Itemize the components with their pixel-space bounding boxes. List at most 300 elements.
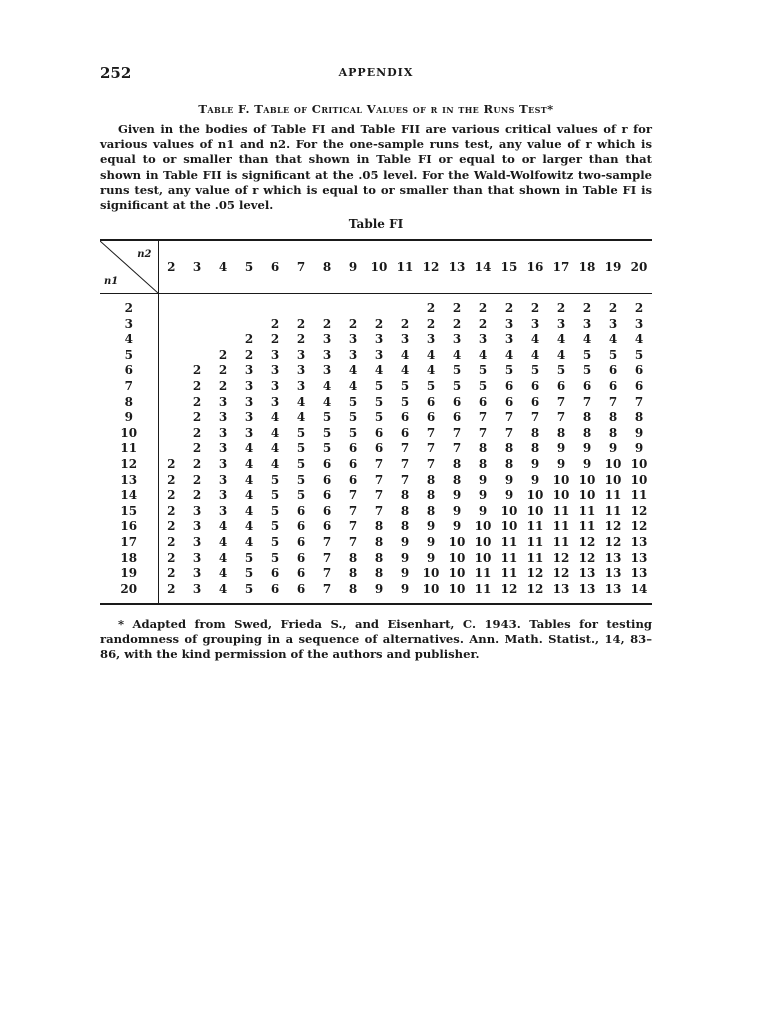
table-cell: 2 [478,316,488,331]
table-cell: 3 [582,316,592,331]
table-cell: 2 [348,316,358,331]
table-cell: 9 [556,441,566,456]
column-header: 2 [158,241,184,294]
table-cell [236,294,262,316]
table-cell: 11 [474,581,492,596]
table-cell: 6 [608,363,618,378]
table-cell: 6 [374,441,384,456]
table-cell: 6 [322,456,332,471]
table-cell: 2 [192,456,202,471]
column-header: 7 [288,241,314,294]
table-cell: 4 [296,410,306,425]
table-cell: 3 [426,332,436,347]
table-cell: 13 [552,581,570,596]
table-cell: 2 [167,456,176,471]
column-header: 11 [392,241,418,294]
table-cell: 4 [244,441,254,456]
table-row [100,425,652,441]
table-cell: 2 [167,566,176,581]
table-cell: 2 [167,503,176,518]
table-cell: 6 [322,503,332,518]
table-cell: 3 [244,425,254,440]
table-cell: 9 [478,488,488,503]
table-cell: 3 [218,488,228,503]
table-cell: 12 [526,581,544,596]
table-cell: 7 [452,425,462,440]
table-cell: 3 [608,316,618,331]
table-cell: 6 [582,378,592,393]
table-cell [210,331,236,347]
table-cell: 6 [296,503,306,518]
row-label: 17 [100,534,158,550]
row-label: 16 [100,519,158,535]
table-cell: 5 [608,347,618,362]
table-cell: 3 [634,316,644,331]
table-row [100,472,652,488]
table-cell: 12 [604,519,622,534]
table-cell: 9 [452,519,462,534]
column-header: 8 [314,241,340,294]
table-cell: 3 [244,410,254,425]
table-cell: 12 [578,550,596,565]
table-cell: 7 [452,441,462,456]
table-cell: 8 [634,410,644,425]
table-cell: 3 [244,363,254,378]
table-cell: 3 [218,456,228,471]
row-label: 13 [100,472,158,488]
table-cell: 2 [478,301,488,316]
table-cell: 10 [448,534,466,549]
column-header: 5 [236,241,262,294]
table-cell: 3 [244,394,254,409]
table-cell: 8 [478,456,488,471]
table-cell: 8 [530,441,540,456]
table-cell: 7 [426,456,436,471]
table-cell: 10 [526,488,544,503]
table-cell: 2 [322,316,332,331]
table-cell: 2 [167,472,176,487]
table-cell: 4 [296,394,306,409]
table-cell: 4 [452,347,462,362]
table-cell: 4 [270,410,280,425]
table-cell: 7 [478,425,488,440]
table-cell: 5 [322,425,332,440]
table-cell: 10 [552,472,570,487]
table-cell: 5 [296,456,306,471]
table-row [100,550,652,566]
table-cell [314,294,340,316]
table-cell: 5 [374,394,384,409]
table-cell [392,294,418,316]
row-label: 7 [100,378,158,394]
table-cell: 4 [530,347,540,362]
table-cell: 8 [556,425,566,440]
table-cell: 4 [244,456,254,471]
table-cell: 2 [400,316,410,331]
subtable-title: Table FI [348,217,404,232]
running-title: APPENDIX [338,66,414,79]
table-cell [184,316,210,332]
table-cell: 14 [630,581,648,596]
table-cell: 9 [478,503,488,518]
table-cell: 5 [530,363,540,378]
table-cell: 7 [322,566,332,581]
table-cell: 11 [500,566,518,581]
table-cell: 6 [634,378,644,393]
table-cell: 2 [244,332,254,347]
table-cell: 8 [608,425,618,440]
table-cell: 10 [500,503,518,518]
table-cell: 11 [578,503,596,518]
table-title: Table F. Table of Critical Values of r in the Runs Test* [198,102,554,116]
table-cell: 6 [452,410,462,425]
table-cell: 11 [604,503,622,518]
column-header: 4 [210,241,236,294]
table-row [100,441,652,457]
column-header: 3 [184,241,210,294]
row-label: 5 [100,347,158,363]
table-cell: 4 [426,363,436,378]
column-header: 17 [548,241,574,294]
table-cell: 2 [218,378,228,393]
table-cell: 2 [192,363,202,378]
table-cell [262,294,288,316]
table-cell: 9 [426,519,436,534]
table-cell [210,294,236,316]
table-cell: 3 [192,550,202,565]
table-cell: 7 [504,410,514,425]
table-cell: 9 [634,425,644,440]
table-row [100,503,652,519]
table-cell: 9 [400,581,410,596]
table-cell: 7 [400,472,410,487]
table-cell: 10 [604,472,622,487]
table-cell: 6 [296,581,306,596]
table-cell: 7 [556,410,566,425]
table-cell: 5 [348,425,358,440]
table-cell: 8 [400,519,410,534]
table-cell: 13 [578,566,596,581]
table-cell: 5 [374,378,384,393]
table-cell: 3 [192,503,202,518]
table-cell: 5 [270,519,280,534]
table-cell: 5 [348,410,358,425]
table-cell: 8 [504,441,514,456]
table-cell: 4 [374,363,384,378]
corner-col-label: n2 [137,249,152,261]
table-cell: 9 [400,566,410,581]
table-cell: 7 [582,394,592,409]
table-cell: 3 [530,316,540,331]
table-cell: 5 [452,363,462,378]
table-cell: 9 [400,534,410,549]
table-cell: 8 [530,425,540,440]
row-label: 18 [100,550,158,566]
table-cell: 7 [348,519,358,534]
row-label: 9 [100,409,158,425]
table-cell: 12 [500,581,518,596]
table-cell: 9 [504,472,514,487]
table-cell: 3 [400,332,410,347]
table-cell: 9 [530,456,540,471]
table-cell: 7 [374,503,384,518]
table-cell: 11 [500,534,518,549]
table-cell: 3 [296,363,306,378]
table-cell: 6 [530,394,540,409]
table-cell: 4 [218,534,228,549]
table-cell: 13 [604,566,622,581]
table-cell: 5 [270,550,280,565]
table-cell: 3 [556,316,566,331]
table-cell: 10 [422,566,440,581]
table-cell: 7 [400,456,410,471]
table-cell: 12 [630,519,648,534]
table-cell: 10 [630,472,648,487]
table-cell: 12 [526,566,544,581]
table-cell: 2 [452,301,462,316]
table-cell: 8 [582,410,592,425]
table-cell: 4 [244,472,254,487]
table-cell: 3 [192,519,202,534]
table-cell: 2 [167,519,176,534]
table-cell: 5 [270,488,280,503]
table-cell: 3 [192,534,202,549]
table-cell: 11 [526,550,544,565]
table-grid [100,241,652,602]
table-cell: 2 [167,488,176,503]
table-cell: 3 [270,347,280,362]
table-cell: 9 [452,488,462,503]
table-cell: 10 [474,550,492,565]
table-cell [158,316,184,332]
table-cell: 2 [192,378,202,393]
table-cell: 6 [322,472,332,487]
table-cell: 7 [426,441,436,456]
table-cell: 5 [478,378,488,393]
table-cell: 5 [296,441,306,456]
table-row [100,347,652,363]
table-cell: 5 [478,363,488,378]
table-cell: 8 [374,550,384,565]
page-number: 252 [100,64,132,82]
table-cell: 3 [270,394,280,409]
table-cell: 11 [500,550,518,565]
table-cell: 4 [400,363,410,378]
table-cell: 3 [374,347,384,362]
table-cell: 2 [167,550,176,565]
row-label: 6 [100,363,158,379]
table-cell: 8 [374,534,384,549]
table-cell: 6 [374,425,384,440]
table-cell: 4 [530,332,540,347]
table-cell: 6 [296,566,306,581]
table-cell: 10 [474,519,492,534]
table-cell: 7 [556,394,566,409]
table-cell: 3 [322,347,332,362]
table-cell: 5 [634,347,644,362]
table-cell: 2 [192,425,202,440]
row-label: 12 [100,456,158,472]
table-cell: 6 [270,581,280,596]
table-cell: 5 [322,441,332,456]
table-cell: 5 [504,363,514,378]
table-cell: 2 [530,301,540,316]
table-cell [340,294,366,316]
table-cell [158,409,184,425]
table-cell: 4 [582,332,592,347]
table-cell: 6 [504,394,514,409]
column-header: 12 [418,241,444,294]
table-cell: 8 [608,410,618,425]
table-cell: 4 [634,332,644,347]
table-cell: 6 [400,425,410,440]
table-cell: 5 [400,378,410,393]
table-cell [158,441,184,457]
table-cell: 8 [400,488,410,503]
table-cell: 3 [218,394,228,409]
table-cell: 7 [374,488,384,503]
table-cell: 5 [270,503,280,518]
table-cell: 5 [582,347,592,362]
table-cell: 3 [218,472,228,487]
table-row [100,363,652,379]
table-cell: 2 [634,301,644,316]
row-label: 20 [100,581,158,603]
table-cell: 4 [244,519,254,534]
table-cell: 5 [582,363,592,378]
table-cell: 2 [374,316,384,331]
table-cell: 12 [578,534,596,549]
table-cell: 4 [218,519,228,534]
table-cell: 8 [452,456,462,471]
table-cell: 9 [426,550,436,565]
table-cell: 9 [608,441,618,456]
table-row [100,487,652,503]
table-cell: 5 [244,566,254,581]
row-label: 15 [100,503,158,519]
table-cell: 7 [400,441,410,456]
table-cell: 4 [504,347,514,362]
table-cell: 13 [604,550,622,565]
table-cell: 8 [374,519,384,534]
table-cell [158,425,184,441]
table-cell: 9 [530,472,540,487]
table-cell: 8 [426,472,436,487]
table-cell: 13 [630,566,648,581]
table-cell: 3 [322,363,332,378]
table-row [100,316,652,332]
table-cell: 3 [374,332,384,347]
critical-values-table [100,239,652,604]
table-cell: 4 [270,441,280,456]
table-cell: 7 [348,534,358,549]
table-cell: 3 [296,378,306,393]
table-cell: 2 [296,332,306,347]
table-cell: 2 [608,301,618,316]
table-cell: 7 [426,425,436,440]
table-cell: 11 [526,519,544,534]
table-cell: 13 [578,581,596,596]
table-cell [210,316,236,332]
table-cell: 7 [608,394,618,409]
table-cell: 9 [504,488,514,503]
column-header: 14 [470,241,496,294]
table-cell: 2 [192,394,202,409]
table-cell: 2 [296,316,306,331]
table-cell: 4 [348,378,358,393]
table-cell: 4 [426,347,436,362]
table-cell: 6 [452,394,462,409]
table-cell: 6 [504,378,514,393]
table-cell: 10 [578,488,596,503]
table-cell: 6 [348,472,358,487]
row-label: 3 [100,316,158,332]
table-cell: 2 [556,301,566,316]
table-cell: 6 [322,488,332,503]
row-label: 19 [100,565,158,581]
table-row [100,581,652,603]
table-cell: 4 [322,378,332,393]
table-cell: 2 [426,301,436,316]
table-cell: 3 [218,441,228,456]
table-cell: 10 [500,519,518,534]
column-header: 19 [600,241,626,294]
table-cell: 4 [556,347,566,362]
table-cell: 2 [452,316,462,331]
table-cell: 7 [348,503,358,518]
table-cell: 8 [374,566,384,581]
table-cell: 7 [322,581,332,596]
table-cell: 4 [244,534,254,549]
table-cell: 11 [552,503,570,518]
table-cell: 8 [348,581,358,596]
table-row [100,378,652,394]
table-cell: 3 [504,332,514,347]
table-row [100,294,652,316]
table-cell [158,394,184,410]
row-label: 11 [100,441,158,457]
table-cell: 3 [218,425,228,440]
table-cell [184,347,210,363]
table-cell: 3 [452,332,462,347]
table-cell: 8 [452,472,462,487]
table-cell: 8 [504,456,514,471]
table-cell: 5 [296,472,306,487]
table-row [100,565,652,581]
table-cell: 2 [582,301,592,316]
table-cell [184,294,210,316]
table-cell: 5 [244,550,254,565]
table-cell: 8 [348,566,358,581]
table-cell: 3 [192,581,202,596]
table-cell: 3 [192,566,202,581]
table-cell: 3 [296,347,306,362]
table-cell: 6 [296,519,306,534]
table-row [100,534,652,550]
table-cell [366,294,392,316]
table-cell: 3 [270,363,280,378]
table-cell: 2 [270,316,280,331]
table-cell: 4 [608,332,618,347]
row-label: 2 [100,294,158,316]
table-cell: 4 [270,456,280,471]
table-cell: 2 [167,581,176,596]
table-cell: 5 [348,394,358,409]
table-cell: 7 [478,410,488,425]
table-cell: 4 [478,347,488,362]
table-cell: 5 [556,363,566,378]
column-header: 9 [340,241,366,294]
